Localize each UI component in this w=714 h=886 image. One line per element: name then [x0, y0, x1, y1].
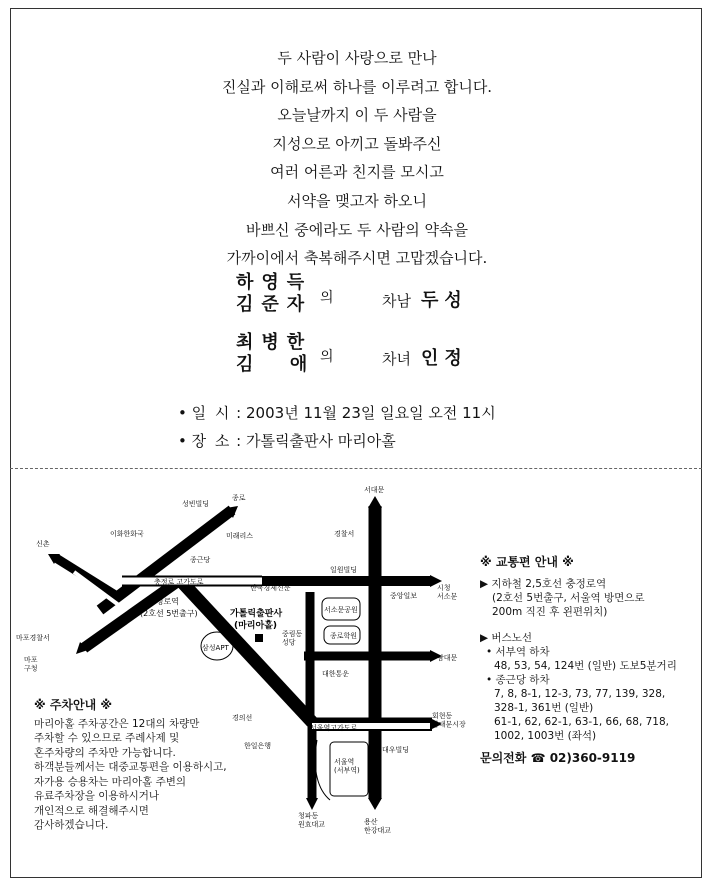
transit-title: ※ 교통편 안내 ※: [480, 555, 574, 569]
message-line: 가까이에서 축복해주시면 고맙겠습니다.: [226, 249, 488, 268]
message-line: 여러 어른과 친지를 모시고: [270, 163, 444, 182]
bride-name: 인정: [420, 348, 468, 369]
bullet: •: [178, 404, 187, 422]
label-chungjeongno: 충정로역: [148, 597, 179, 606]
bride-mother: 김 애: [236, 354, 316, 375]
arrow-down: [306, 798, 318, 810]
label-exit: (2호선 5번출구): [140, 609, 198, 618]
label-maria: (마리아홀): [234, 621, 278, 631]
label-police: 경찰서: [334, 530, 355, 538]
phone-number: 02)360-9119: [549, 751, 636, 765]
bus-routes: 7, 8, 8-1, 12-3, 73, 77, 139, 328,: [494, 688, 666, 700]
bus-routes: 48, 53, 54, 124번 (일반) 도보5분거리: [494, 660, 677, 672]
groom-father: 하영득: [236, 272, 313, 293]
bullet: •: [178, 432, 187, 450]
label-daehan: 대한통운: [322, 670, 350, 678]
bride-particle: 의: [320, 349, 334, 365]
parking-line: 자가용 승용차는 마리아홀 주변의: [34, 775, 187, 788]
label-samsung-apt: 삼성APT: [202, 644, 229, 652]
invitation-message: [0, 44, 714, 273]
parking-info: [34, 698, 279, 833]
groom-mother: 김준자: [236, 294, 313, 315]
label-city-hall: 시청 서소문: [437, 584, 458, 601]
phone-icon: ☎: [530, 751, 546, 765]
bus-text: 버스노선: [491, 632, 532, 644]
parking-line: 개인적으로 해결해주시면: [34, 804, 149, 817]
bus-routes: 61-1, 62, 62-1, 63-1, 66, 68, 718,: [494, 716, 670, 728]
label-hanil: 한일은행: [244, 742, 272, 750]
message-line: 두 사람이 사랑으로 만나: [277, 49, 437, 67]
label-namdaemun: 남대문: [437, 654, 458, 662]
road-sinchon: [56, 558, 120, 598]
parking-line: 마리아홀 주차공간은 12대의 차량만: [34, 717, 200, 730]
message-line: 지성으로 아끼고 돌봐주신: [272, 134, 442, 153]
message-line: 오늘날까지 이 두 사람을: [277, 106, 437, 125]
bus-routes: 1002, 1003번 (좌석): [494, 730, 597, 742]
label-ihwaa: 이화한화국: [110, 530, 144, 538]
date-line: [178, 402, 496, 423]
parking-title: ※ 주차안내 ※: [34, 698, 113, 712]
parking-line: 혼주차량의 주차만 가능합니다.: [34, 746, 176, 759]
label-jungang: 중앙일보: [390, 592, 418, 600]
parking-line: 주차할 수 있으므로 주례사제 및: [34, 732, 180, 744]
bus-stop: • 종근당 하차: [486, 674, 550, 686]
bus-routes: 328-1, 361번 (일반): [494, 702, 594, 714]
message-line: 바쁘신 중에라도 두 사람의 약속을: [246, 220, 468, 239]
date-value: 2003년 11월 23일 일요일 오전 11시: [246, 404, 496, 422]
groom-name: 두성: [420, 290, 468, 311]
label-seosomun-park: 서소문공원: [324, 606, 358, 614]
arrow-up: [368, 496, 382, 508]
label-yongsan: 용산 한강대교: [364, 818, 392, 835]
label-cheongpa: 청파동 원효대교: [298, 812, 326, 829]
label-hankyung: 한국경제신문: [250, 584, 291, 592]
label-catholic: 가톨릭출판사: [230, 609, 283, 619]
label-mapo-office: 마포 구청: [24, 656, 38, 673]
bride-role-label: 차녀: [382, 350, 411, 368]
label-hoehyeon: 회현동 남대문시장: [432, 712, 466, 729]
label-ilbo: 일원빌딩: [330, 566, 358, 574]
label-chungjeong-overpass: 충정로 고가도로: [154, 578, 204, 586]
parking-line: 감사하겠습니다.: [34, 819, 109, 831]
place-value: 가톨릭출판사 마리아홀: [246, 432, 396, 450]
label-seosomun-overpass: 서울역고가도로: [310, 724, 358, 732]
message-line: 진실과 이해로써 하나를 이루려고 합니다.: [221, 77, 493, 96]
label-seongbin: 성빈빌딩: [182, 500, 210, 508]
place-label: 장 소: [191, 432, 232, 450]
transit-info: [480, 555, 700, 765]
arrow-down: [368, 798, 382, 810]
colon: :: [236, 432, 242, 450]
subway-note: 200m 직진 후 왼편위치): [492, 606, 608, 618]
message-line: 서약을 맺고자 하오니: [287, 191, 427, 210]
label-seoul-station: 서울역 (서부역): [334, 758, 360, 775]
place-line: [178, 430, 396, 451]
subway-line: [480, 577, 700, 591]
subway-note: (2호선 5번출구, 서울역 방면으로: [492, 592, 645, 604]
parking-line: 하객분들께서는 대중교통편을 이용하시고,: [34, 761, 227, 773]
bus-line: [480, 631, 700, 645]
label-jungnim: 중림동 성당: [282, 630, 303, 647]
phone-label: 문의전화: [480, 751, 527, 765]
subway-text: 지하철 2,5호선 충정로역: [491, 578, 607, 590]
label-jonggeun: 종근당: [190, 556, 211, 564]
groom-particle: 의: [320, 290, 334, 306]
colon: :: [236, 404, 242, 422]
label-mirae: 미래리스: [226, 532, 254, 540]
arrow-icon: ▶: [480, 578, 489, 590]
label-daeu: 대우빌딩: [382, 746, 410, 754]
groom-role-label: 차남: [382, 292, 411, 310]
fold-line: [10, 468, 702, 469]
bus-stop: • 서부역 하차: [486, 646, 550, 658]
label-sinchon: 신촌: [36, 540, 50, 548]
parking-line: 유료주차장을 이용하시거나: [34, 790, 160, 802]
destination-marker: [255, 634, 263, 642]
bride-father: 최병한: [236, 332, 313, 353]
label-jonghak: 종로학원: [330, 632, 358, 640]
arrow-icon: ▶: [480, 632, 489, 644]
label-seodaemun: 서대문: [364, 486, 385, 494]
phone-line: [480, 751, 700, 765]
bride-role: [382, 344, 468, 370]
date-label: 일 시: [191, 404, 232, 422]
label-mapo-police: 마포경찰서: [16, 634, 50, 642]
label-jongno: 종로: [232, 494, 246, 502]
label-gyeongui: 경의선: [232, 714, 253, 722]
groom-role: [382, 286, 468, 312]
